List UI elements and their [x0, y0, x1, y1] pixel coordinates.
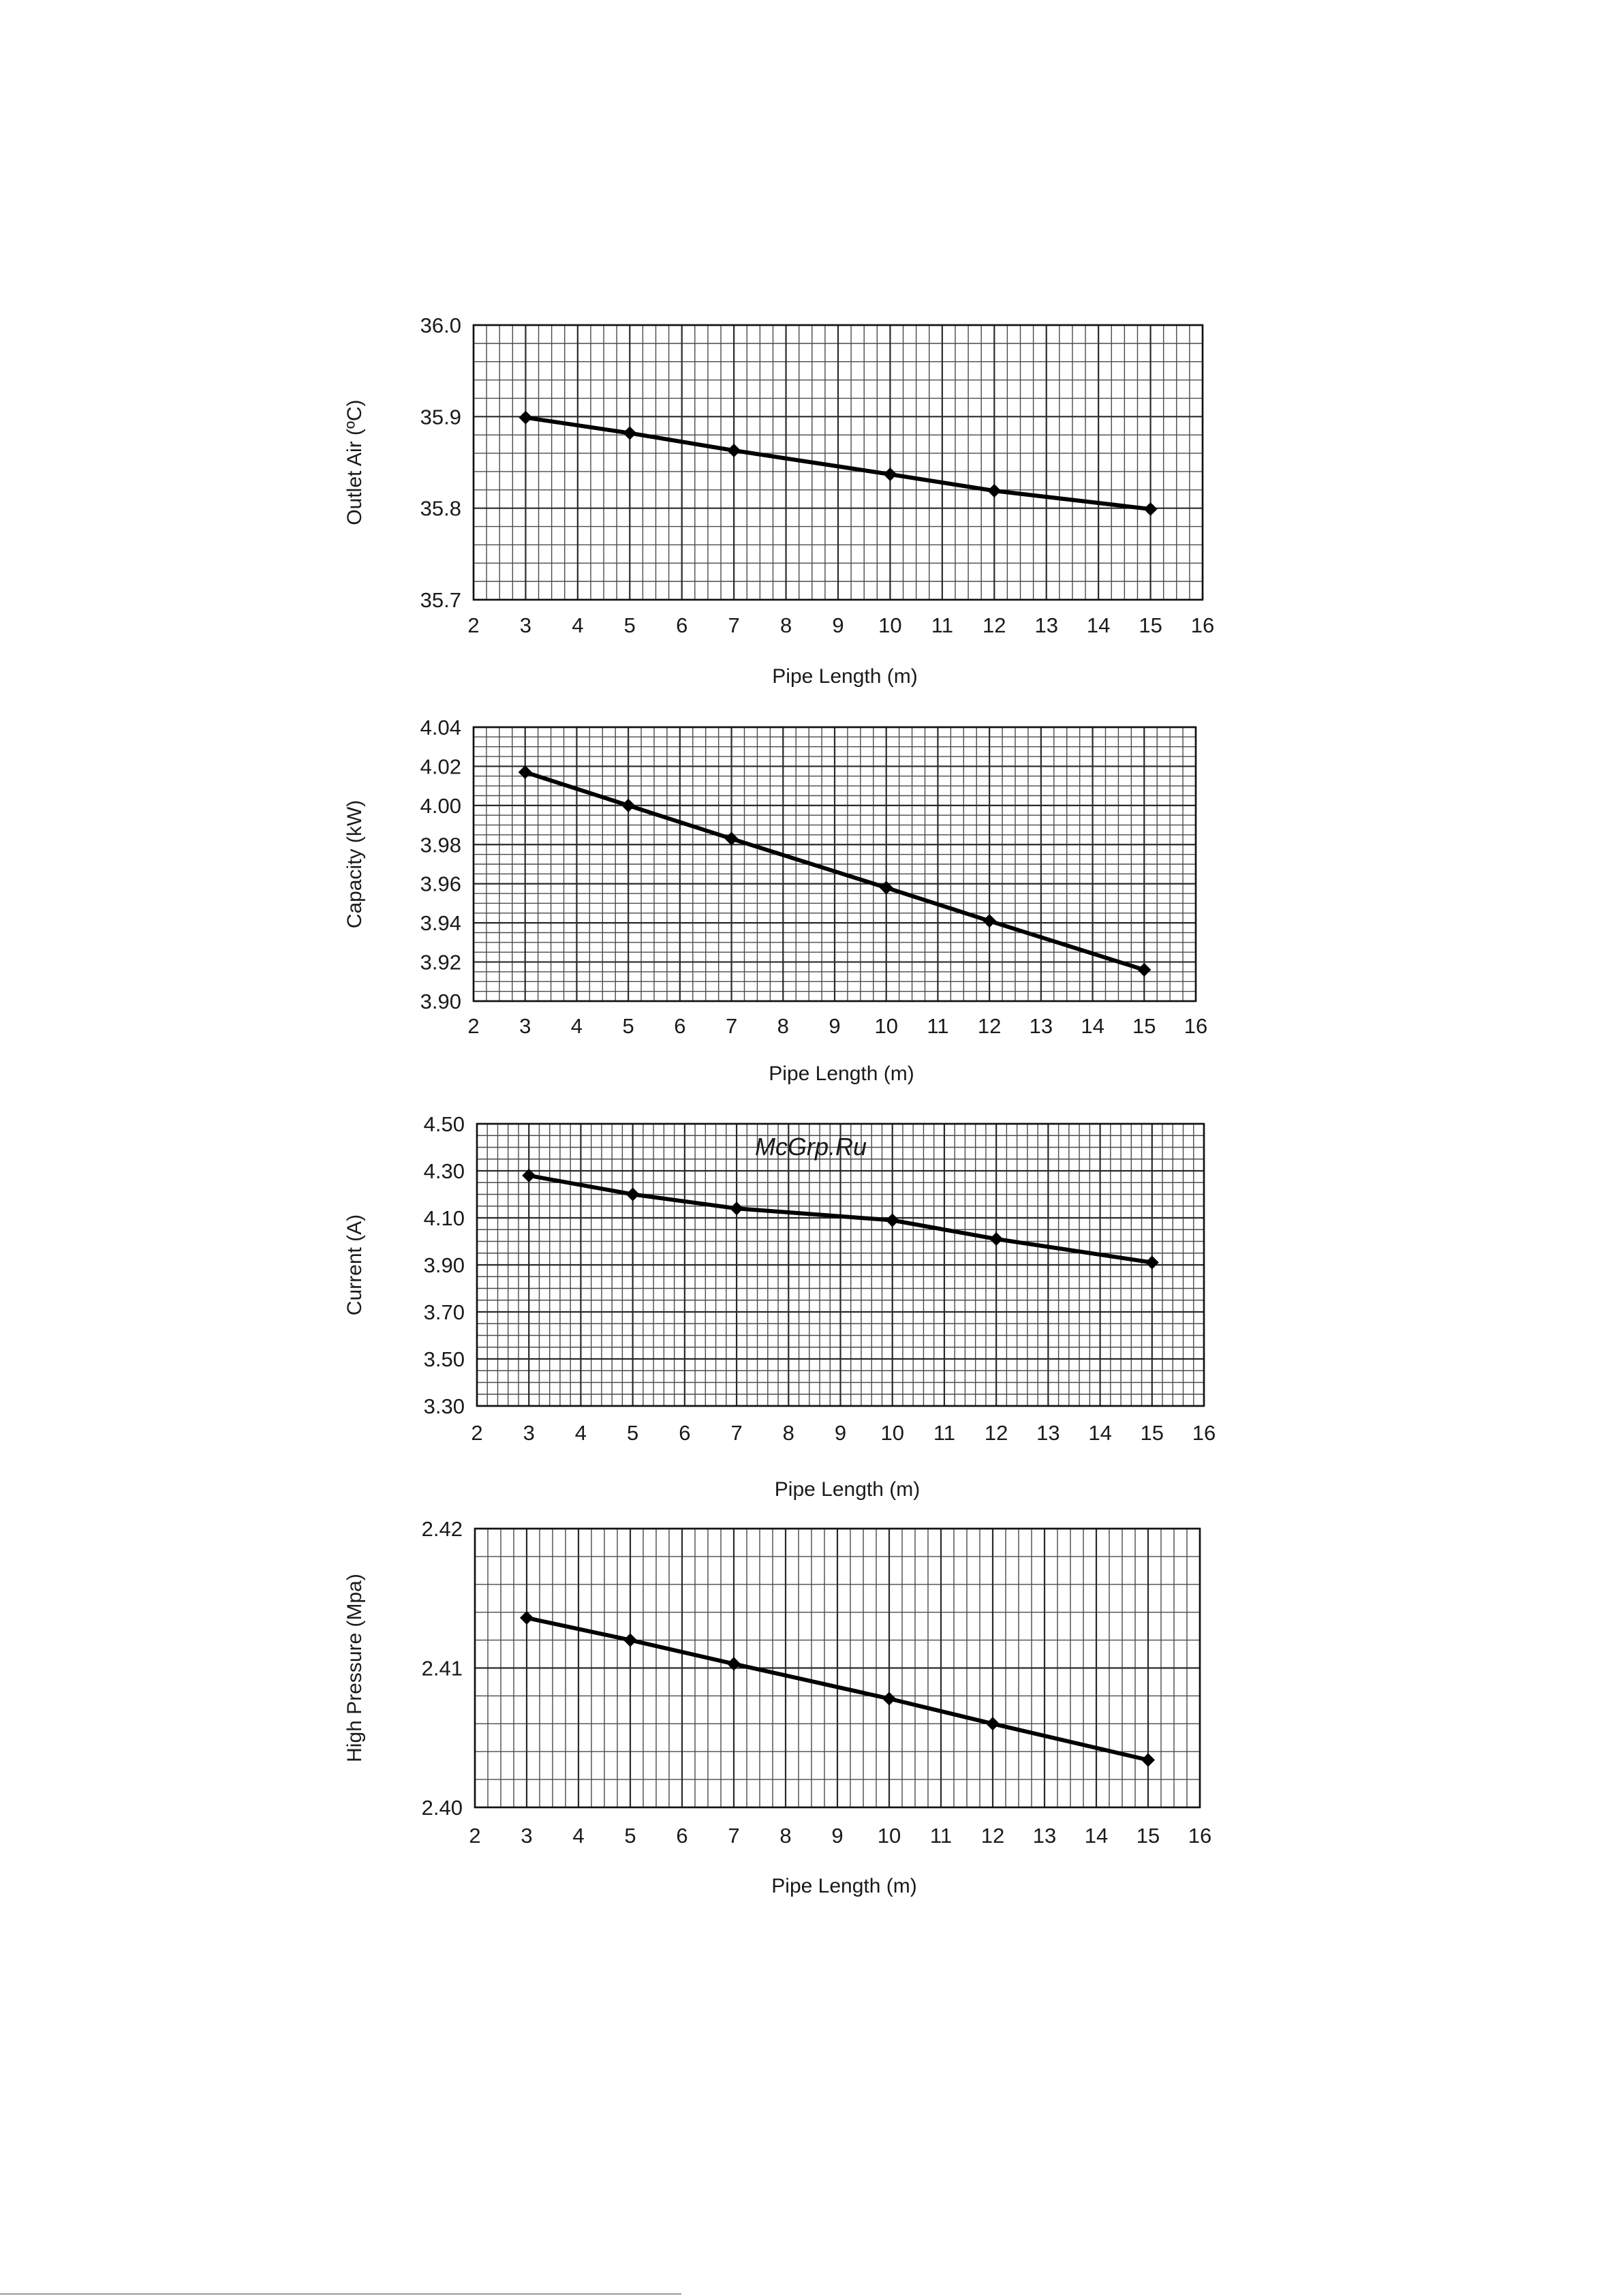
x-tick-label: 3	[519, 613, 532, 637]
x-tick-label: 4	[572, 613, 584, 637]
x-tick-label: 6	[676, 1824, 688, 1848]
x-tick-label: 5	[624, 1824, 636, 1848]
x-axis-title: Pipe Length (m)	[772, 665, 918, 688]
y-tick-label: 3.90	[420, 990, 461, 1013]
y-tick-label: 2.42	[421, 1517, 463, 1541]
x-tick-label: 7	[728, 1824, 740, 1848]
x-tick-label: 13	[1032, 1824, 1057, 1848]
x-tick-label: 11	[929, 1824, 953, 1848]
x-tick-label: 16	[1188, 1824, 1212, 1848]
x-tick-label: 8	[779, 613, 792, 637]
x-tick-label: 9	[834, 1421, 847, 1445]
y-tick-label: 2.41	[421, 1656, 463, 1681]
x-tick-label: 11	[927, 1014, 949, 1038]
x-tick-label: 12	[983, 613, 1006, 637]
x-tick-label: 12	[984, 1421, 1008, 1445]
x-tick-label: 4	[574, 1421, 587, 1445]
x-tick-label: 6	[676, 613, 688, 637]
chart-3	[343, 1112, 1216, 1501]
y-tick-label: 4.30	[423, 1159, 465, 1183]
x-tick-label: 3	[519, 1014, 531, 1038]
y-tick-label: 3.94	[420, 911, 461, 936]
chart-4	[343, 1517, 1211, 1897]
x-tick-label: 9	[829, 1014, 841, 1038]
x-axis-title: Pipe Length (m)	[771, 1875, 917, 1897]
x-tick-label: 10	[874, 1014, 898, 1038]
chart-2	[343, 716, 1207, 1085]
y-tick-label: 35.8	[420, 496, 461, 521]
x-tick-label: 5	[627, 1421, 639, 1445]
x-axis-title: Pipe Length (m)	[769, 1062, 914, 1085]
y-tick-label: 3.50	[423, 1347, 465, 1371]
x-tick-label: 7	[725, 1014, 738, 1038]
x-tick-label: 14	[1086, 613, 1111, 637]
x-tick-label: 4	[570, 1014, 583, 1038]
watermark-text: McGrp.Ru	[754, 1133, 867, 1161]
y-axis-title: Outlet Air (ºC)	[343, 399, 366, 525]
charts-layer	[343, 313, 1216, 1897]
y-axis-title: Current (A)	[343, 1214, 366, 1316]
x-tick-label: 13	[1029, 1014, 1053, 1038]
x-tick-label: 7	[730, 1421, 743, 1445]
x-tick-label: 6	[674, 1014, 686, 1038]
y-tick-label: 4.00	[420, 793, 461, 818]
y-tick-label: 35.7	[420, 588, 461, 612]
y-tick-label: 3.98	[420, 833, 461, 857]
x-axis-title: Pipe Length (m)	[774, 1478, 921, 1501]
x-tick-label: 15	[1140, 1421, 1164, 1445]
x-tick-label: 16	[1192, 1421, 1216, 1445]
x-tick-label: 5	[622, 1014, 634, 1038]
x-tick-label: 3	[521, 1824, 533, 1848]
x-tick-label: 6	[679, 1421, 691, 1445]
y-tick-label: 3.30	[423, 1394, 465, 1418]
x-tick-label: 10	[880, 1421, 904, 1445]
x-tick-label: 13	[1034, 613, 1058, 637]
x-tick-label: 11	[931, 613, 953, 637]
x-tick-label: 8	[777, 1014, 789, 1038]
x-tick-label: 15	[1132, 1014, 1156, 1038]
x-tick-label: 14	[1081, 1014, 1104, 1038]
y-tick-label: 3.92	[420, 950, 461, 975]
x-tick-label: 8	[782, 1421, 794, 1445]
y-tick-label: 3.70	[423, 1300, 465, 1324]
y-axis-title: High Pressure (Mpa)	[343, 1574, 366, 1762]
x-tick-label: 16	[1190, 613, 1215, 637]
chart-1	[343, 313, 1214, 688]
y-tick-label: 4.04	[420, 716, 461, 739]
x-tick-label: 11	[933, 1421, 956, 1445]
y-tick-label: 35.9	[420, 405, 461, 429]
x-tick-label: 2	[471, 1421, 483, 1445]
y-tick-label: 4.10	[423, 1206, 465, 1230]
x-tick-label: 9	[832, 613, 844, 637]
x-tick-label: 2	[467, 1014, 480, 1038]
y-axis-title: Capacity (kW)	[343, 799, 366, 929]
x-tick-label: 3	[523, 1421, 535, 1445]
x-tick-label: 15	[1139, 613, 1162, 637]
x-tick-label: 2	[469, 1824, 481, 1848]
x-tick-label: 5	[623, 613, 636, 637]
y-tick-label: 3.90	[423, 1253, 465, 1277]
x-tick-label: 8	[779, 1824, 792, 1848]
y-tick-label: 3.96	[420, 872, 461, 896]
y-tick-label: 2.40	[421, 1796, 463, 1820]
x-tick-label: 15	[1136, 1824, 1160, 1848]
x-tick-label: 7	[728, 613, 740, 637]
y-tick-label: 4.50	[423, 1112, 465, 1136]
x-tick-label: 2	[467, 613, 480, 637]
x-tick-label: 9	[831, 1824, 844, 1848]
x-tick-label: 4	[572, 1824, 585, 1848]
y-tick-label: 36.0	[420, 313, 461, 337]
x-tick-label: 12	[977, 1014, 1002, 1038]
x-tick-label: 10	[877, 1824, 901, 1848]
y-tick-label: 4.02	[420, 754, 461, 779]
x-tick-label: 14	[1088, 1421, 1112, 1445]
x-tick-label: 13	[1036, 1421, 1060, 1445]
x-tick-label: 10	[878, 613, 902, 637]
x-tick-label: 14	[1084, 1824, 1109, 1848]
x-tick-label: 16	[1184, 1014, 1208, 1038]
x-tick-label: 12	[980, 1824, 1005, 1848]
